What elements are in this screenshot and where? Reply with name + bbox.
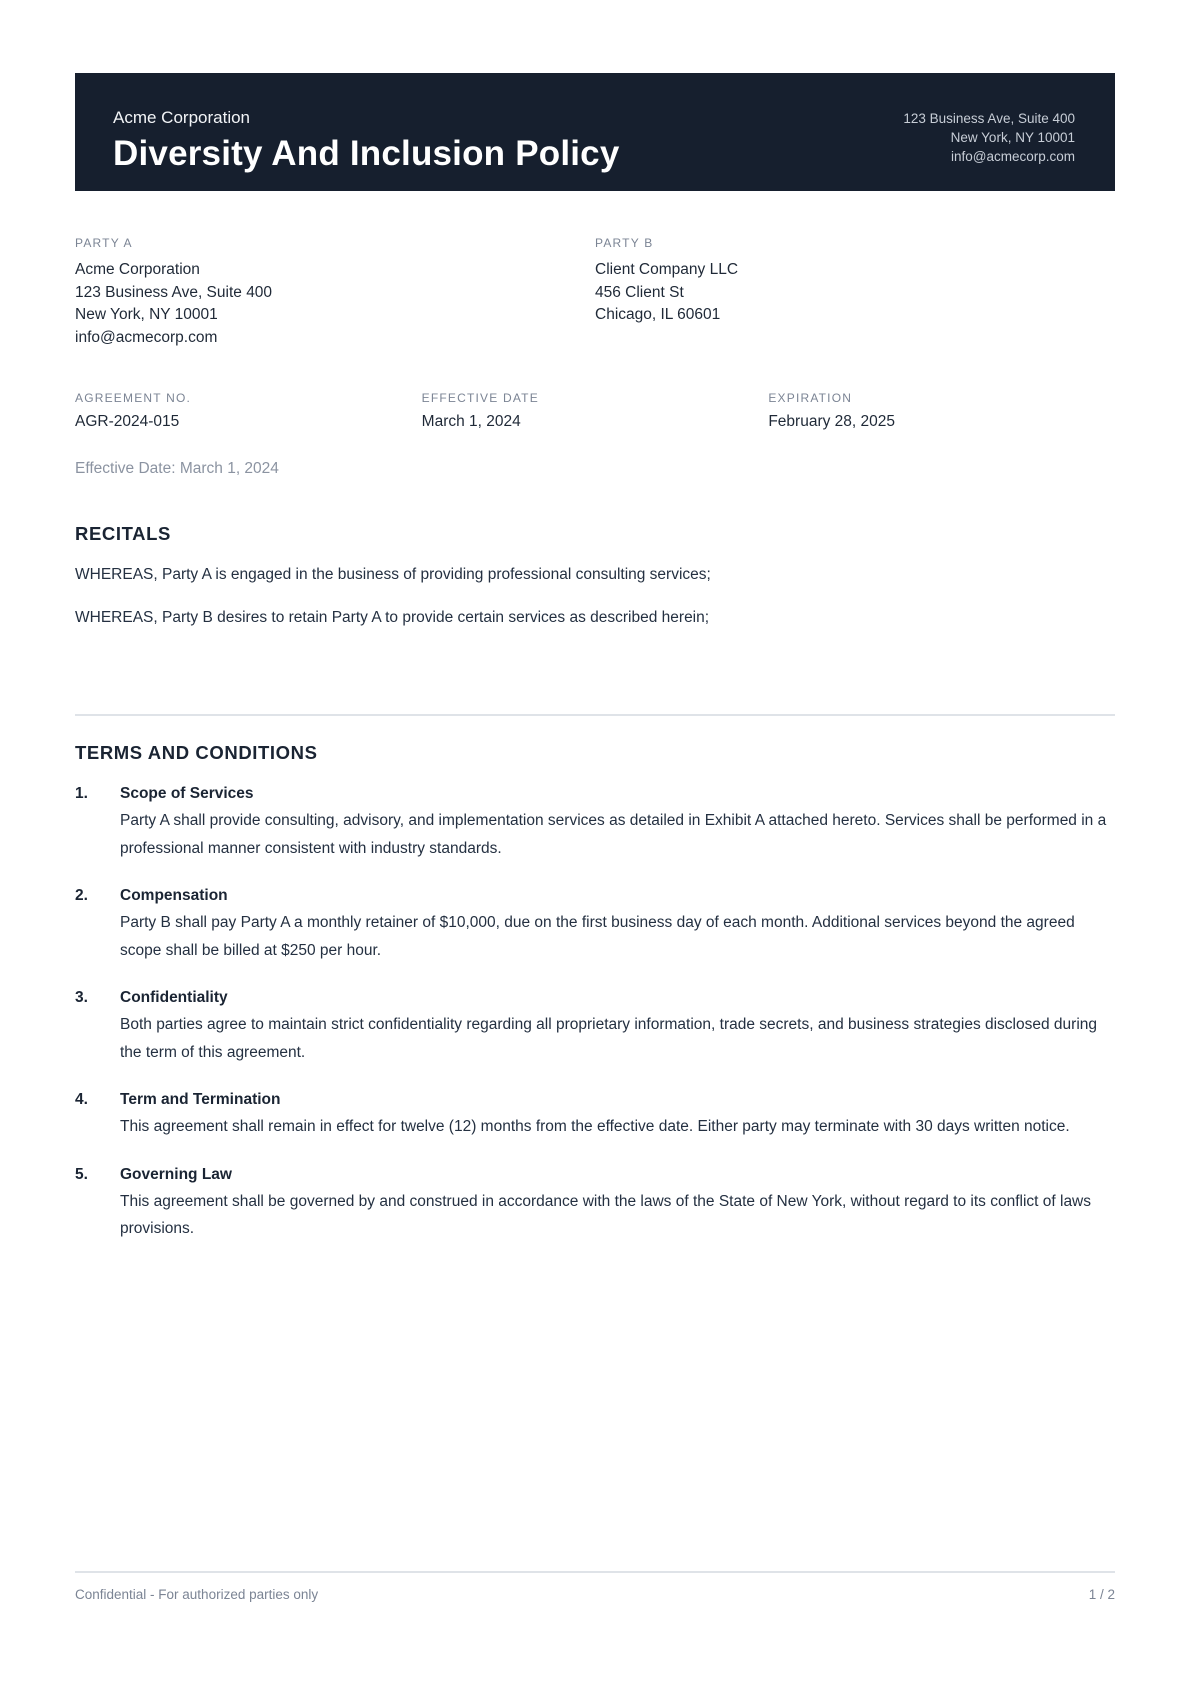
header-left [113,107,620,175]
term-body: Party A shall provide consulting, advisory, and implementation services as detailed in Exhibit A attached hereto. Services shall be performed in a professional manner consistent with industry standards. [120,812,1107,857]
party-b-line: 456 Client St [595,283,684,301]
term-item [75,783,1115,862]
term-number: 3. [75,989,88,1006]
confidentiality-notice: Confidential - For authorized parties only [75,1587,319,1602]
recital-clause: WHEREAS, Party B desires to retain Party A to provide certain services as described herein; [75,609,710,626]
party-b-details [595,259,1115,327]
term-content [120,1089,1115,1141]
effective-date-note: Effective Date: March 1, 2024 [75,460,279,477]
document-footer [75,1571,1115,1603]
header-address-line: 123 Business Ave, Suite 400 [903,111,1075,126]
parties-section [75,236,1115,349]
term-item [75,1164,1115,1243]
header-address [903,107,1075,175]
term-content [120,987,1115,1066]
party-a-line: info@acmecorp.com [75,328,218,346]
term-content [120,1164,1115,1243]
party-b-line: Chicago, IL 60601 [595,306,721,323]
term-title: Confidentiality [120,989,228,1006]
party-b-line: Client Company LLC [595,261,739,278]
effective-date-value: March 1, 2024 [421,413,521,430]
expiration-label: EXPIRATION [768,391,853,405]
term-item [75,1089,1115,1141]
term-body: This agreement shall be governed by and construed in accordance with the laws of the State of New York, without regard to its conflict of laws provisions. [120,1192,1092,1237]
recitals-heading: RECITALS [75,523,171,544]
term-item [75,885,1115,964]
party-a-block [75,236,595,349]
term-body: This agreement shall remain in effect for twelve (12) months from the effective date. Either party may terminate with 30 days written notice. [120,1118,1070,1135]
agreement-number-block [75,391,422,432]
term-number: 5. [75,1165,88,1183]
term-title: Term and Termination [120,1091,281,1108]
section-divider [75,714,1115,716]
expiration-value: February 28, 2025 [768,413,895,430]
terms-heading: TERMS AND CONDITIONS [75,742,318,763]
terms-list [75,783,1115,1243]
document-title: Diversity And Inclusion Policy [113,134,620,173]
party-a-line: New York, NY 10001 [75,306,218,323]
page-number: 1 / 2 [1088,1587,1115,1602]
effective-date-label: EFFECTIVE DATE [421,391,539,405]
term-number: 2. [75,887,88,904]
document-header [75,73,1115,191]
agreement-number-label: AGREEMENT NO. [75,391,192,405]
agreement-number-value: AGR-2024-015 [75,413,180,430]
term-title: Compensation [120,887,228,904]
term-content [120,783,1115,862]
effective-date-block [422,391,769,432]
party-a-label: PARTY A [75,236,133,250]
agreement-meta-section [75,391,1115,432]
term-item [75,987,1115,1066]
term-number: 1. [75,785,88,802]
term-body: Both parties agree to maintain strict confidentiality regarding all proprietary information, trade secrets, and business strategies disclosed during the term of this agreement. [120,1016,1098,1061]
expiration-block [768,391,1115,432]
party-a-line: 123 Business Ave, Suite 400 [75,283,273,301]
recital-clause: WHEREAS, Party A is engaged in the business of providing professional consulting services; [75,566,711,583]
term-body: Party B shall pay Party A a monthly retainer of $10,000, due on the first business day of each month. Additional services beyond the agreed scope shall be billed at $250 per hour. [120,914,1075,959]
party-a-details [75,259,595,349]
term-number: 4. [75,1091,88,1108]
company-name: Acme Corporation [113,108,251,127]
term-title: Scope of Services [120,785,254,802]
party-b-block [595,236,1115,349]
party-a-line: Acme Corporation [75,261,200,278]
header-address-line: info@acmecorp.com [951,149,1075,164]
term-title: Governing Law [120,1165,232,1183]
term-content [120,885,1115,964]
header-address-line: New York, NY 10001 [950,130,1075,145]
party-b-label: PARTY B [595,236,654,250]
